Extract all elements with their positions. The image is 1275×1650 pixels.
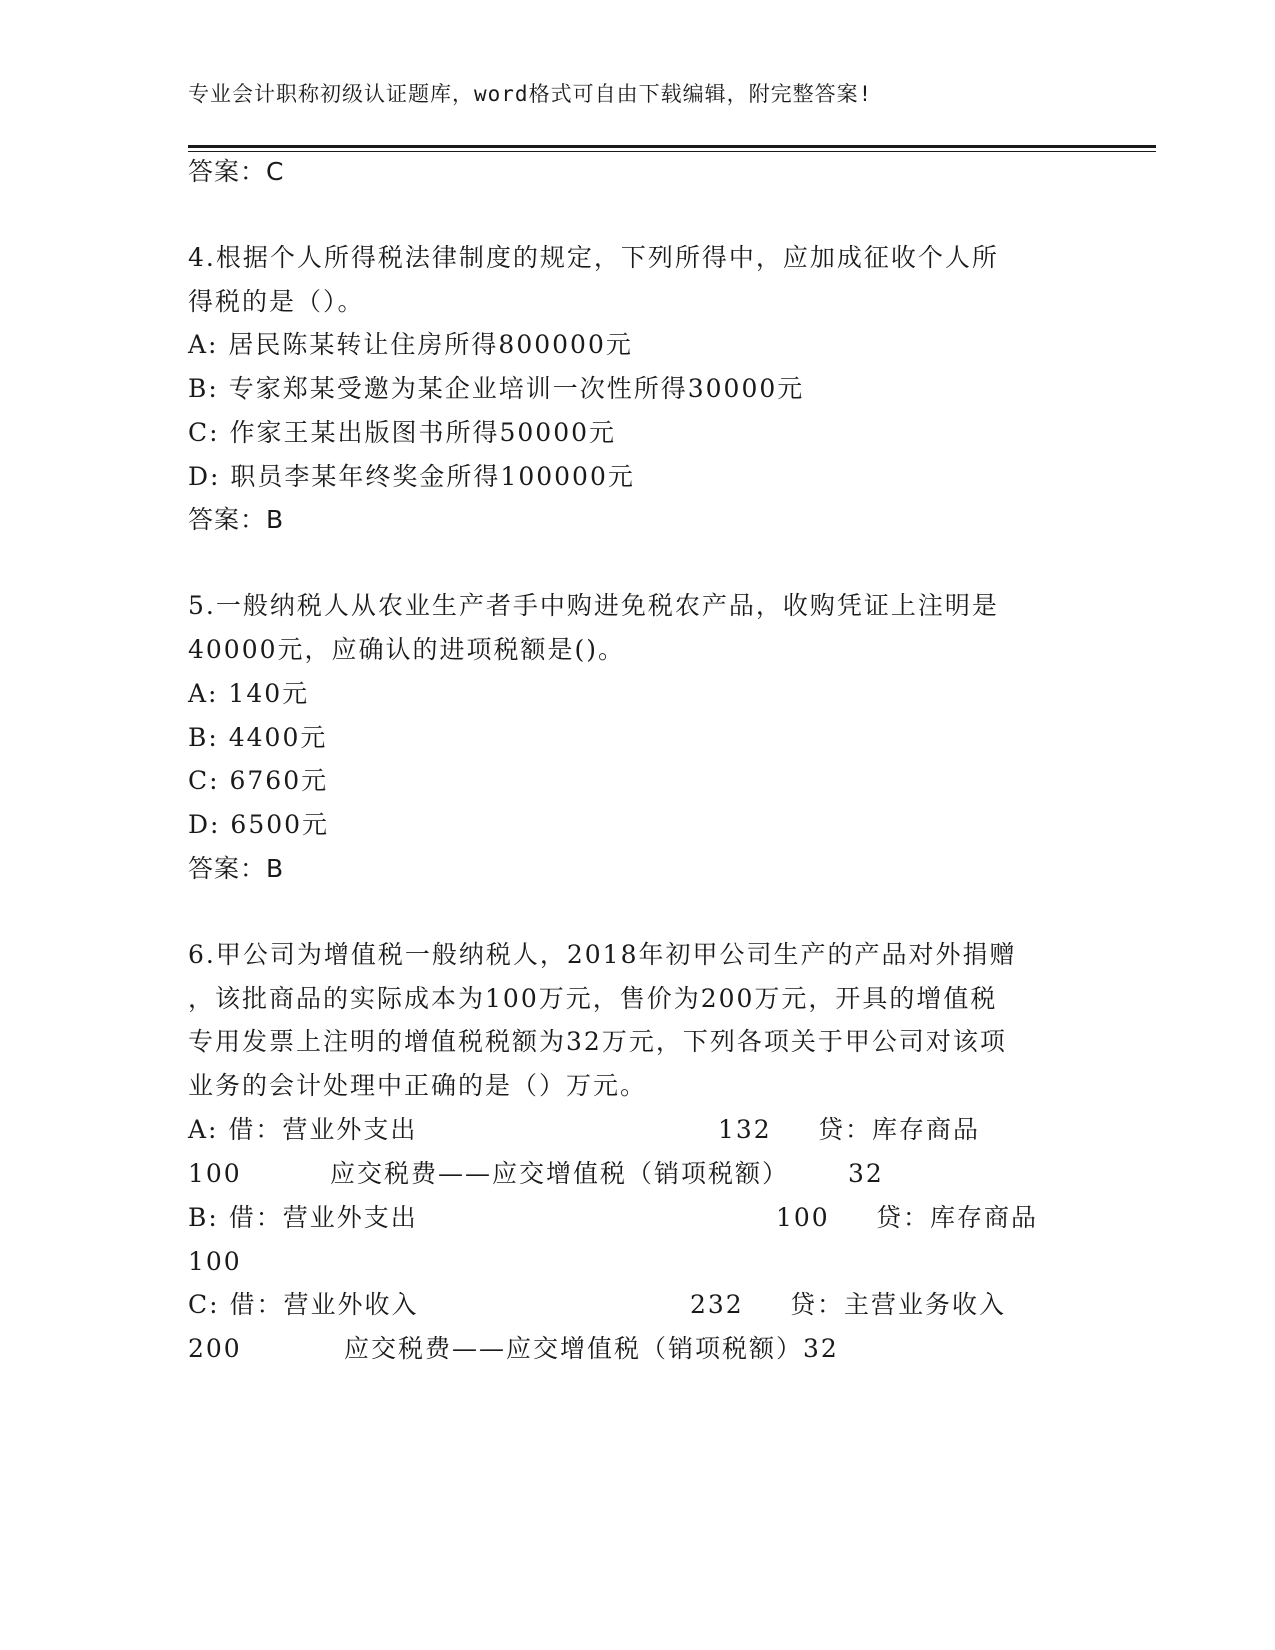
q4-option-a: A: 居民陈某转让住房所得800000元	[188, 330, 633, 359]
q6-stem-line1: 6.甲公司为增值税一般纳税人，2018年初甲公司生产的产品对外捐赠	[188, 940, 1017, 969]
q6-option-b-debit: B: 借：营业外支出	[188, 1203, 418, 1232]
q6-option-a-line2-entry: 应交税费——应交增值税（销项税额）	[330, 1159, 790, 1188]
q6-option-a-line2-tax: 32	[848, 1159, 884, 1188]
q6-option-c-line2-amount: 200	[188, 1334, 242, 1363]
q6-option-b-line2-amount: 100	[188, 1247, 242, 1276]
q3-answer: 答案：C	[188, 157, 285, 186]
q6-option-c-credit: 贷：主营业务收入	[790, 1290, 1007, 1319]
header-divider-thin	[188, 151, 1156, 152]
q4-answer: 答案：B	[188, 505, 285, 534]
q6-stem-line2: ，该批商品的实际成本为100万元，售价为200万元，开具的增值税	[188, 984, 998, 1013]
q6-option-a-credit: 贷：库存商品	[818, 1115, 981, 1144]
q4-option-d: D: 职员李某年终奖金所得100000元	[188, 462, 635, 491]
q6-option-b-credit: 贷：库存商品	[876, 1203, 1039, 1232]
q5-stem-line1: 5.一般纳税人从农业生产者手中购进免税农产品，收购凭证上注明是	[188, 591, 999, 620]
q6-option-a-debit-amount: 132	[718, 1115, 772, 1144]
q6-stem-line3: 专用发票上注明的增值税税额为32万元，下列各项关于甲公司对该项	[188, 1027, 1007, 1056]
q4-option-b: B: 专家郑某受邀为某企业培训一次性所得30000元	[188, 374, 805, 403]
page-header: 专业会计职称初级认证题库，word格式可自由下载编辑，附完整答案!	[188, 82, 873, 106]
q5-stem-line2: 40000元，应确认的进项税额是()。	[188, 635, 626, 664]
q5-option-d: D: 6500元	[188, 810, 330, 839]
q6-option-c-debit-amount: 232	[690, 1290, 744, 1319]
q6-option-a-line2-amount: 100	[188, 1159, 242, 1188]
q6-option-c-line2-entry: 应交税费——应交增值税（销项税额）32	[344, 1334, 839, 1363]
q6-option-b-debit-amount: 100	[776, 1203, 830, 1232]
q6-option-a-debit: A: 借：营业外支出	[188, 1115, 418, 1144]
q4-option-c: C: 作家王某出版图书所得50000元	[188, 418, 617, 447]
q6-option-c-debit: C: 借：营业外收入	[188, 1290, 419, 1319]
header-divider-thick	[188, 145, 1156, 148]
q4-stem-line2: 得税的是（）。	[188, 287, 365, 316]
q4-stem-line1: 4.根据个人所得税法律制度的规定，下列所得中，应加成征收个人所	[188, 243, 999, 272]
q5-answer: 答案：B	[188, 854, 285, 883]
q5-option-c: C: 6760元	[188, 766, 329, 795]
q5-option-a: A: 140元	[188, 679, 310, 708]
q5-option-b: B: 4400元	[188, 723, 328, 752]
q6-stem-line4: 业务的会计处理中正确的是（）万元。	[188, 1071, 648, 1100]
